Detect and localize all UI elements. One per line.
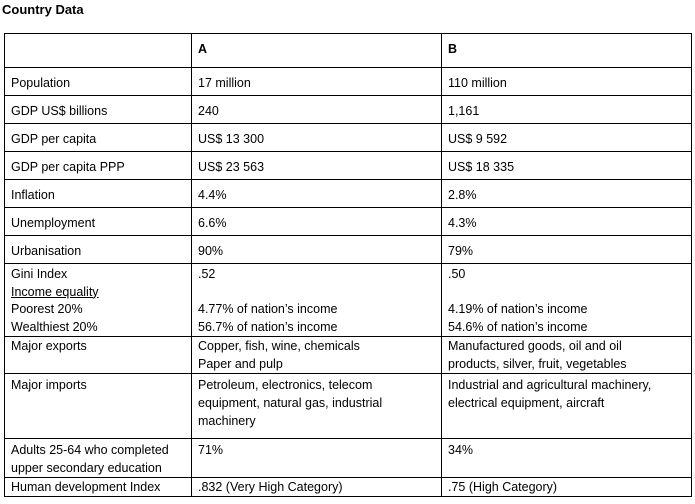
row-label: Population: [5, 68, 192, 96]
adults-label-line: Adults 25-64 who completed: [11, 443, 169, 457]
row-label: Inflation: [5, 180, 192, 208]
column-header-b: B: [442, 34, 692, 68]
cell-b-imports: [442, 374, 692, 439]
poorest-value-b: 4.19% of nation’s income: [448, 302, 588, 316]
gini-value-a: .52: [198, 267, 216, 281]
cell-b: US$ 18 335: [442, 152, 692, 180]
row-label-adults: [5, 439, 192, 478]
table-row-gdp: [5, 96, 692, 124]
cell-a: US$ 23 563: [192, 152, 442, 180]
table-row-unemployment: [5, 208, 692, 236]
cell-a: 71%: [192, 439, 442, 478]
table-row-imports: [5, 374, 692, 439]
cell-a: .832 (Very High Category): [192, 478, 442, 497]
imports-a-line: machinery: [198, 414, 256, 428]
table-row-inflation: [5, 180, 692, 208]
cell-a: 6.6%: [192, 208, 442, 236]
row-label: GDP US$ billions: [5, 96, 192, 124]
row-label: GDP per capita: [5, 124, 192, 152]
gini-label: Gini Index: [11, 267, 68, 281]
poorest-label: Poorest 20%: [11, 302, 83, 316]
cell-b: 2.8%: [442, 180, 692, 208]
cell-a-exports: [192, 337, 442, 374]
table-row-gdp-per-capita: [5, 124, 692, 152]
cell-b: 110 million: [442, 68, 692, 96]
cell-a: 240: [192, 96, 442, 124]
table-row-gini: [5, 264, 692, 337]
cell-b: 34%: [442, 439, 692, 478]
spacer: [198, 284, 435, 302]
income-equality-label: Income equality: [11, 284, 99, 299]
row-label-gini: [5, 264, 192, 337]
exports-a-line: Paper and pulp: [198, 357, 283, 371]
exports-b-line: Manufactured goods, oil and oil: [448, 339, 622, 353]
table-row-exports: [5, 337, 692, 374]
imports-b-line: electrical equipment, aircraft: [448, 396, 605, 410]
table-row-hdi: [5, 478, 692, 497]
column-header-a: A: [192, 34, 442, 68]
table-header-row: [5, 34, 692, 68]
cell-b: US$ 9 592: [442, 124, 692, 152]
cell-b-gini: [442, 264, 692, 337]
cell-b: 79%: [442, 236, 692, 264]
page-title: Country Data: [2, 2, 84, 17]
cell-b: 1,161: [442, 96, 692, 124]
spacer: [448, 284, 685, 302]
cell-a: 17 million: [192, 68, 442, 96]
table-row-gdp-ppp: [5, 152, 692, 180]
country-data-table: [4, 33, 692, 497]
cell-a: 90%: [192, 236, 442, 264]
cell-b-exports: [442, 337, 692, 374]
row-label: Urbanisation: [5, 236, 192, 264]
wealthiest-value-a: 56.7% of nation’s income: [198, 319, 338, 334]
imports-b-line: Industrial and agricultural machinery,: [448, 378, 652, 392]
table-row-adults-education: [5, 439, 692, 478]
exports-a-line: Copper, fish, wine, chemicals: [198, 339, 360, 353]
imports-a-line: Petroleum, electronics, telecom: [198, 378, 373, 392]
poorest-value-a: 4.77% of nation’s income: [198, 302, 338, 316]
row-label: Unemployment: [5, 208, 192, 236]
wealthiest-value-b: 54.6% of nation’s income: [448, 319, 588, 334]
row-label: Major exports: [5, 337, 192, 374]
adults-label-line: upper secondary education: [11, 461, 162, 475]
row-label: GDP per capita PPP: [5, 152, 192, 180]
cell-a-imports: [192, 374, 442, 439]
cell-b: .75 (High Category): [442, 478, 692, 497]
gini-value-b: .50: [448, 267, 466, 281]
imports-a-line: equipment, natural gas, industrial: [198, 396, 383, 410]
cell-b: 4.3%: [442, 208, 692, 236]
wealthiest-label: Wealthiest 20%: [11, 319, 98, 334]
header-empty-cell: [5, 34, 192, 68]
row-label: Major imports: [5, 374, 192, 439]
row-label: Human development Index: [5, 478, 192, 497]
cell-a-gini: [192, 264, 442, 337]
exports-b-line: products, silver, fruit, vegetables: [448, 357, 627, 371]
cell-a: US$ 13 300: [192, 124, 442, 152]
table-row-urbanisation: [5, 236, 692, 264]
table-row-population: [5, 68, 692, 96]
cell-a: 4.4%: [192, 180, 442, 208]
